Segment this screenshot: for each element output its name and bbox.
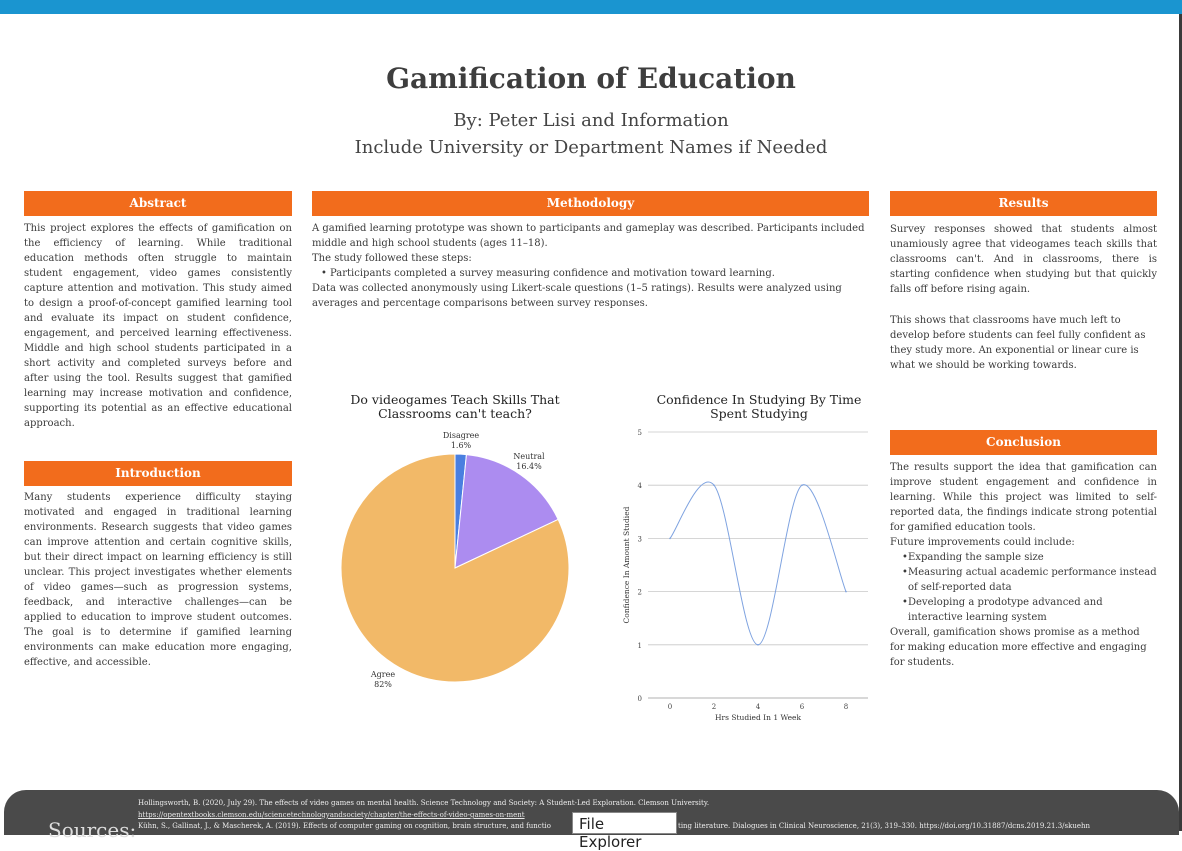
line-point xyxy=(757,644,759,646)
line-chart xyxy=(612,420,882,730)
conclusion-para1: The results support the idea that gamification can improve student engagement and confidence in learning. While this project was limited to self-reported data, the findings indicate strong potential for gamified education tools. xyxy=(890,462,1157,533)
methodology-line3: Data was collected anonymously using Likert-scale questions (1–5 ratings). Results were analyzed using averages and percentage comparisons between survey responses. xyxy=(312,283,842,309)
methodology-line2: The study followed these steps: xyxy=(312,253,472,264)
conclusion-header: Conclusion xyxy=(890,430,1157,455)
poster-title: Gamification of Education xyxy=(386,62,796,95)
y-tick-label: 0 xyxy=(637,695,642,703)
top-accent-bar xyxy=(0,0,1182,14)
poster-affiliation: Include University or Department Names if Needed xyxy=(354,137,828,158)
methodology-body xyxy=(312,221,869,311)
taskbar-tooltip: File Explorer xyxy=(572,812,677,834)
x-tick-label: 6 xyxy=(799,703,805,711)
conclusion-body xyxy=(890,460,1157,670)
y-tick-label: 1 xyxy=(637,641,642,650)
conclusion-para2: Future improvements could include: xyxy=(890,537,1075,548)
line-point xyxy=(713,484,715,486)
results-para1: Survey responses showed that students almost unamiously agree that videogames teach skills that classrooms can't. And in classrooms, there is starting confidence when studying but that quickly falls off before rising again. xyxy=(890,224,1157,295)
source-ref-1: Hollingsworth, B. (2020, July 29). The effects of video games on mental health. Science Technology and Society: A Student-Led Exploration. Clemson University. xyxy=(138,799,710,807)
pie-label-agree: Agree xyxy=(370,670,396,679)
x-tick-label: 2 xyxy=(711,703,717,711)
introduction-header: Introduction xyxy=(24,461,292,486)
abstract-header: Abstract xyxy=(24,191,292,216)
pie-chart xyxy=(320,425,590,695)
line-chart-title: Confidence In Studying By Time Spent Studying xyxy=(656,392,862,421)
pie-chart-title: Do videogames Teach Skills That Classrooms can't teach? xyxy=(350,392,560,421)
source-ref-2-start: Kühn, S., Gallinat, J., & Mascherek, A. (2019). Effects of computer gaming on cognition, brain structure, and functio xyxy=(138,822,551,830)
x-tick-label: 4 xyxy=(755,703,761,711)
introduction-text: Many students experience difficulty staying motivated and engaged in traditional learning environments. Research suggests that video games can improve attention and certain cognitive skills, but their direct impact on learning efficiency is still unclear. This project investigates whether elements of video games—such as progression systems, feedback, and interactive challenges—can be applied to education to improve student outcomes. The goal is to determine if gamified learning environments can make education more engaging, effective, and accessible. xyxy=(24,492,292,668)
poster-byline: By: Peter Lisi and Information xyxy=(453,110,729,131)
x-tick-label: 0 xyxy=(667,703,673,711)
methodology-header: Methodology xyxy=(312,191,869,216)
abstract-text: This project explores the effects of gamification on the efficiency of learning. While traditional education methods often struggle to maintain student engagement, video games consistently capture attention and motivation. This study aimed to design a proof-of-concept gamified learning tool and evaluate its impact on student confidence, engagement, and perceived learning effectiveness. Middle and high school students participated in a short activity and completed surveys before and after using the tool. Results suggest that gamified learning may increase motivation and confidence, supporting its potential as an effective educational approach. xyxy=(24,223,292,429)
x-axis-label: Hrs Studied In 1 Week xyxy=(714,713,802,722)
y-tick-label: 3 xyxy=(637,535,642,544)
methodology-bullet: • Participants completed a survey measuring confidence and motivation toward learning. xyxy=(312,266,869,281)
y-tick-label: 2 xyxy=(637,588,642,597)
pie-label-disagree: Disagree xyxy=(442,431,480,440)
conclusion-bullet: • Measuring actual academic performance instead of self-reported data xyxy=(890,565,1157,595)
pie-pct-neutral: 16.4% xyxy=(516,462,542,471)
pie-pct-agree: 82% xyxy=(374,680,392,689)
line-point xyxy=(845,591,847,593)
x-tick-label: 8 xyxy=(843,703,849,711)
conclusion-bullet: • Expanding the sample size xyxy=(890,550,1157,565)
results-header: Results xyxy=(890,191,1157,216)
y-tick-label: 4 xyxy=(637,482,642,491)
y-tick-label: 5 xyxy=(637,429,642,437)
line-point xyxy=(801,484,803,486)
pie-label-neutral: Neutral xyxy=(513,452,545,461)
pie-pct-disagree: 1.6% xyxy=(450,441,472,450)
conclusion-bullet: • Developing a prodotype advanced and interactive learning system xyxy=(890,595,1157,625)
source-ref-1-link[interactable]: https://opentextbooks.clemson.edu/sciencetechnologyandsociety/chapter/the-effects-of-video-games-on-ment xyxy=(138,811,525,819)
sources-label: Sources: xyxy=(48,818,137,842)
conclusion-para3: Overall, gamification shows promise as a method for making education more effective and engaging for students. xyxy=(890,627,1147,668)
y-axis-label: Confidence In Amount Studied xyxy=(622,506,631,624)
methodology-line1: A gamified learning prototype was shown to participants and gameplay was described. Participants included middle and high school students (ages 11–18). xyxy=(312,223,865,249)
line-series xyxy=(670,482,846,645)
source-ref-2-end: ting literature. Dialogues in Clinical Neuroscience, 21(3), 319–330. https://doi.org/10.31887/dcns.2019.21.3/skuehn xyxy=(678,822,1091,830)
results-para2: This shows that classrooms have much left to develop before students can feel fully confident as they study more. An exponential or linear cure is what we should be working towards. xyxy=(890,315,1146,371)
line-point xyxy=(669,538,671,540)
